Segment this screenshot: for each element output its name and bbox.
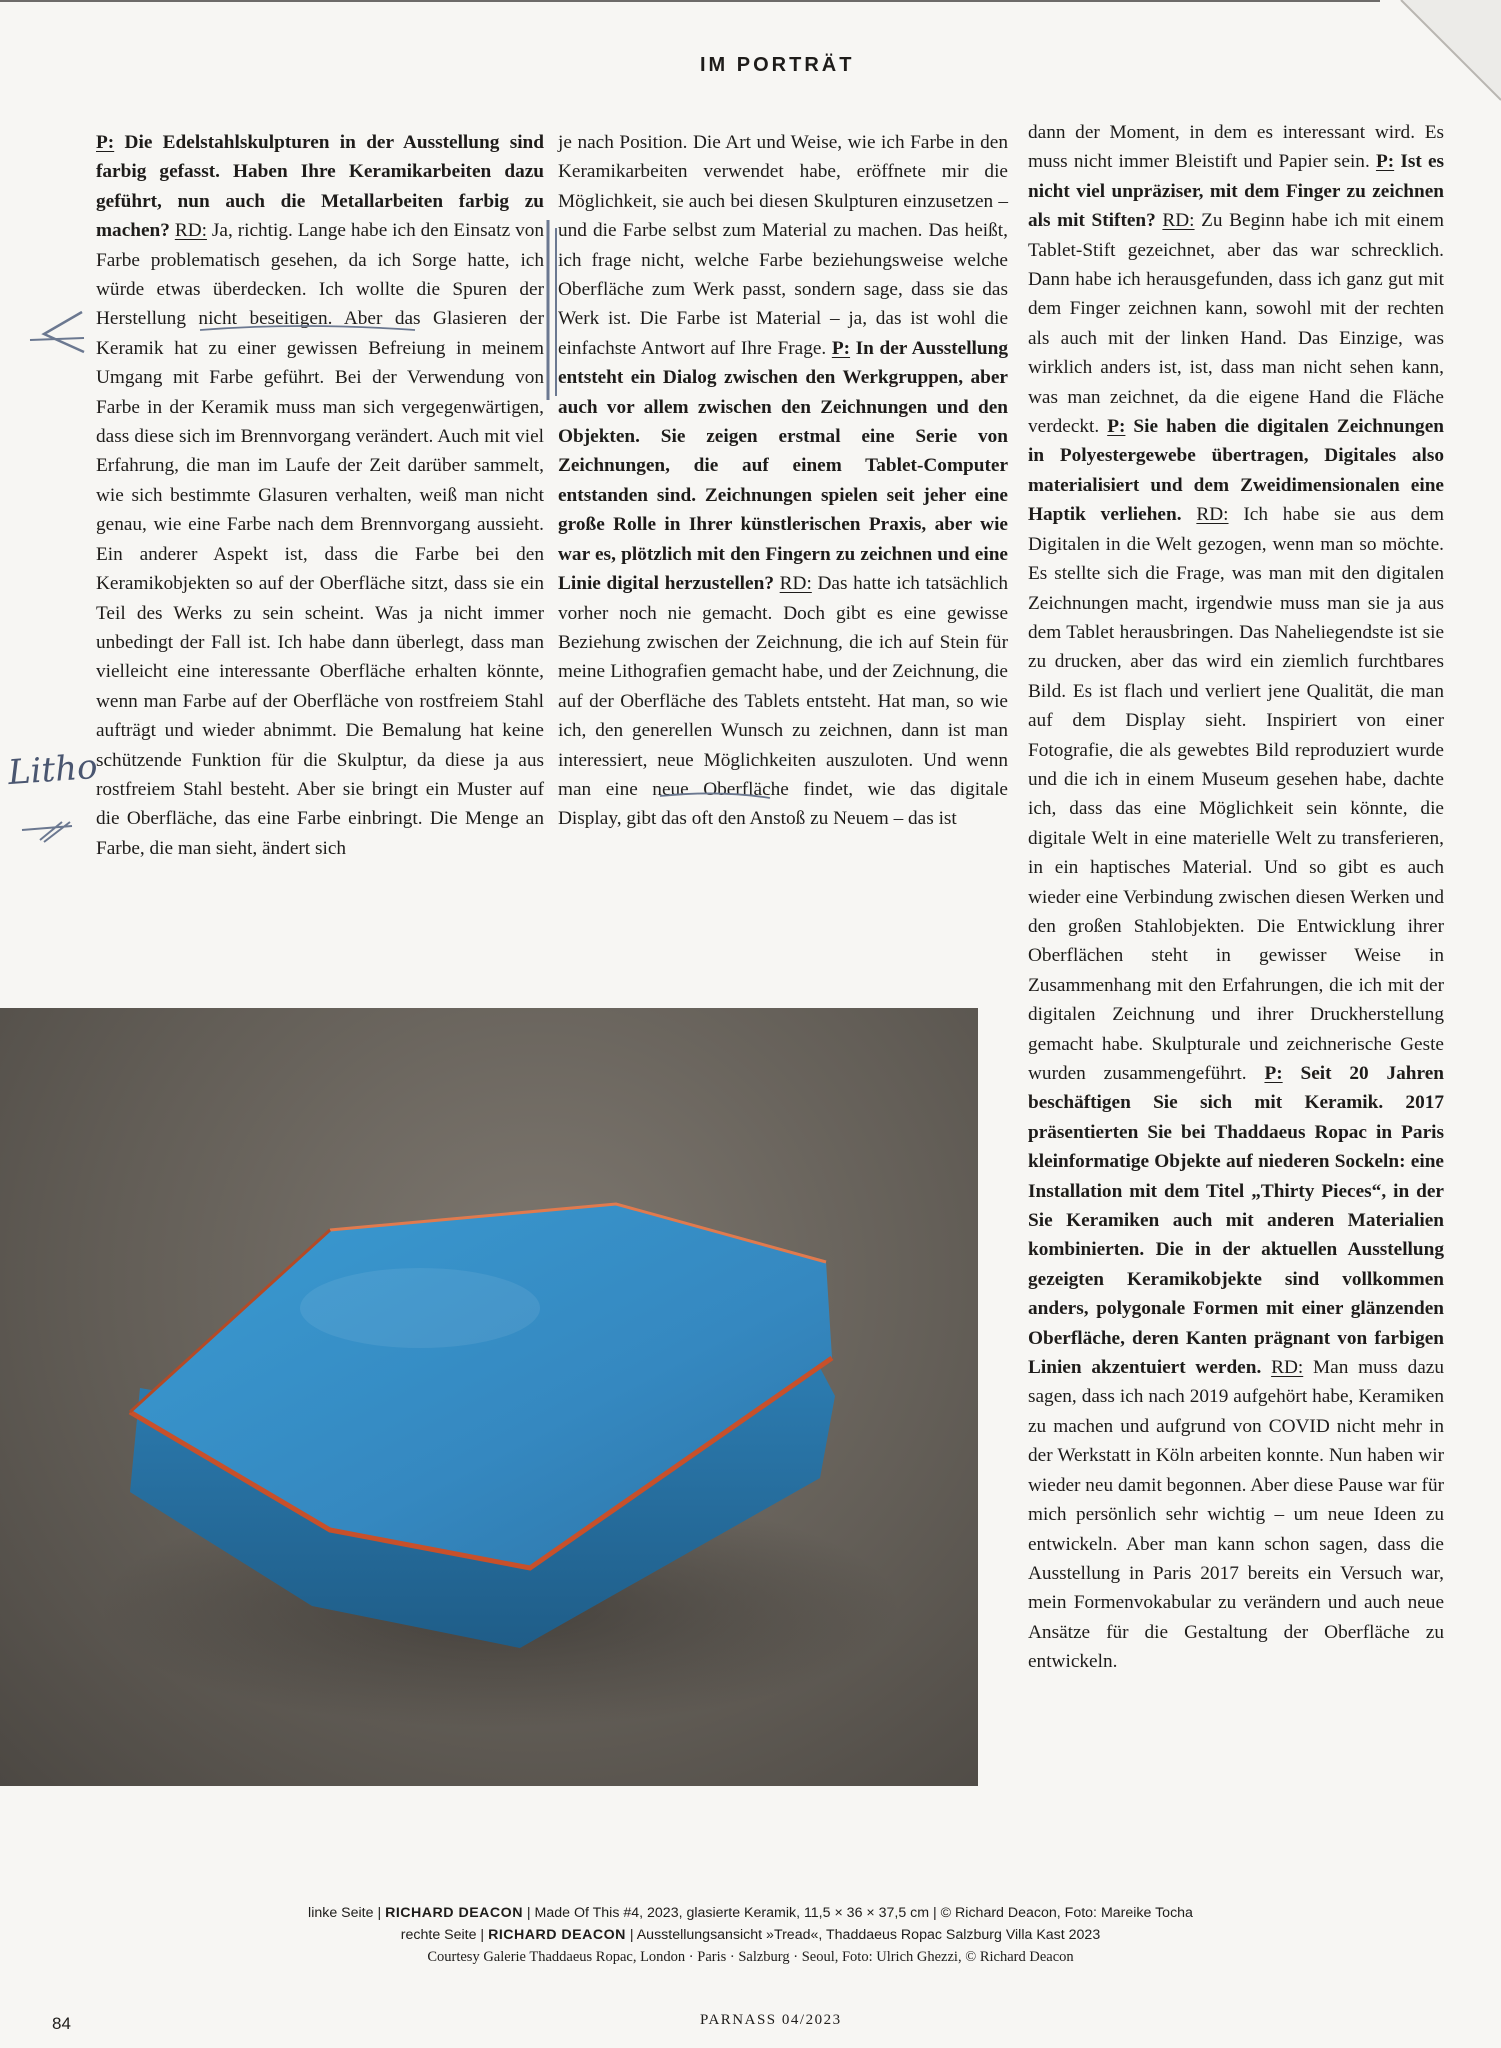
page-corner-curl bbox=[1381, 0, 1501, 120]
speaker-tag-rd: RD: bbox=[1196, 504, 1229, 526]
interview-question: P: Sie haben die digitalen Zeichnungen in Polyestergewebe übertragen, Digitales also materialisiert und dem Zweidimensionalen eine Haptik verliehen. bbox=[1028, 416, 1444, 526]
credit-artist: RICHARD DEACON bbox=[488, 1927, 626, 1943]
speaker-tag-parnass: P: bbox=[1107, 416, 1126, 438]
column-text bbox=[1028, 118, 1444, 1677]
magazine-issue: PARNASS 04/2023 bbox=[700, 2012, 842, 2028]
credit-details: | Ausstellungsansicht »Tread«, Thaddaeus Ropac Salzburg Villa Kast 2023 bbox=[629, 1927, 1101, 1943]
credit-line-left-page bbox=[0, 1902, 1501, 1924]
photo-credits bbox=[0, 1902, 1501, 1968]
speaker-tag-rd: RD: bbox=[779, 573, 812, 595]
ceramic-object-illustration bbox=[0, 1008, 978, 1786]
interview-question: P: Seit 20 Jahren beschäftigen Sie sich mit Keramik. 2017 präsentierten Sie bei Thaddaeus Ropac in Paris kleinformatige Objekte auf niederen Sockeln: eine Installation mit dem Titel „Thirty Pieces“, in der Sie Keramiken auch mit anderen Materialien kombinierten. Die in der aktuellen Ausstellung gezeigten Keramikobjekte sind vollkommen anders, polygonale Formen mit einer glänzenden Oberfläche, deren Kanten prägnant von farbigen Linien akzentuiert werden. bbox=[1028, 1063, 1444, 1379]
credit-prefix: rechte Seite | bbox=[400, 1927, 485, 1943]
speaker-tag-rd: RD: bbox=[1271, 1357, 1304, 1379]
speaker-tag-rd: RD: bbox=[174, 220, 207, 242]
speaker-tag-parnass: P: bbox=[1264, 1063, 1283, 1084]
article-column-1 bbox=[96, 128, 544, 863]
credit-prefix: linke Seite | bbox=[308, 1905, 382, 1921]
section-header: IM PORTRÄT bbox=[700, 54, 855, 76]
speaker-tag-parnass: P: bbox=[1375, 151, 1395, 173]
article-column-2 bbox=[558, 128, 1008, 834]
interview-answer: RD: Zu Beginn habe ich mit einem Tablet-Stift gezeichnet, aber das war schrecklich. Dann habe ich herausgefunden, dass ich ganz gut mit dem Finger zeichnen kann, sowohl mit der rechten als auch mit der linken Hand. Das Einzige, was wirklich anders ist, ist, dass man nicht sehen kann, was man zeichnet, da die eigene Hand die Fläche verdeckt. bbox=[1028, 210, 1444, 438]
interview-question: P: In der Ausstellung entsteht ein Dialog zwischen den Werkgruppen, aber auch vor allem zwischen den Zeichnungen und den Objekten. Sie zeigen erstmal eine Serie von Zeichnungen, die auf einem Tablet-Computer entstanden sind. Zeichnungen spielen seit jeher eine große Rolle in Ihrer künstlerischen Praxis, aber wie war es, plötzlich mit den Fingern zu zeichnen und eine Linie digital herzustellen? bbox=[558, 337, 1008, 595]
speaker-tag-parnass: P: bbox=[831, 337, 851, 359]
page-number: 84 bbox=[52, 2014, 71, 2033]
interview-question: P: Die Edelstahlskulpturen in der Ausstellung sind farbig gefasst. Haben Ihre Keramikarbeiten dazu geführt, nun auch die Metallarbeiten farbig zu machen? bbox=[96, 132, 545, 242]
speaker-tag-parnass: P: bbox=[96, 132, 115, 153]
credit-details: | Made Of This #4, 2023, glasierte Keramik, 11,5 × 36 × 37,5 cm | © Richard Deacon, Foto: Mareike Tocha bbox=[526, 1905, 1193, 1921]
speaker-tag-rd: RD: bbox=[1162, 210, 1195, 232]
interview-answer: dann der Moment, in dem es interessant wird. Es muss nicht immer Bleistift und Papier sein. bbox=[1028, 122, 1444, 173]
interview-question: P: Ist es nicht viel unpräziser, mit dem Finger zu zeichnen als mit Stiften? bbox=[1028, 151, 1445, 232]
credit-line-courtesy: Courtesy Galerie Thaddaeus Ropac, London · Paris · Salzburg · Seoul, Foto: Ulrich Ghezzi, © Richard Deacon bbox=[427, 1949, 1074, 1965]
column-text bbox=[96, 128, 544, 863]
credit-artist: RICHARD DEACON bbox=[385, 1905, 523, 1921]
interview-answer: RD: Das hatte ich tatsächlich vorher noch nie gemacht. Doch gibt es eine gewisse Beziehung zwischen der Zeichnung, die ich auf Stein für meine Lithografien gemacht habe, und der Zeichnung, die auf der Oberfläche des Tablets entsteht. Hat man, so wie ich, den generellen Wunsch zu zeichnen, dann ist man interessiert, neue Möglichkeiten auszuloten. Und wenn man eine neue Oberfläche findet, wie das digitale Display, gibt das oft den Anstoß zu Neuem – das ist bbox=[558, 573, 1009, 830]
interview-answer: RD: Ja, richtig. Lange habe ich den Einsatz von Farbe problematisch gesehen, da ich Sorge hatte, ich würde etwas überdecken. Ich wollte die Spuren der Herstellung nicht beseitigen. Aber das Glasieren der Keramik hat zu einer gewissen Befreiung in meinem Umgang mit Farbe geführt. Bei der Verwendung von Farbe in der Keramik muss man sich vergegenwärtigen, dass diese sich im Brennvorgang verändert. Auch mit viel Erfahrung, die man im Laufe der Zeit darüber sammelt, wie sich bestimmte Glasuren verhalten, weiß man nicht genau, wie eine Farbe nach dem Brennvorgang aussieht. Ein anderer Aspekt ist, dass die Farbe bei den Keramikobjekten so auf der Oberfläche sitzt, dass sie ein Teil des Werks zu sein scheint. Was ja nicht immer unbedingt der Fall ist. Ich habe dann überlegt, dass man vielleicht eine interessante Oberfläche erhalten könnte, wenn man Farbe auf der Oberfläche von rostfreiem Stahl aufträgt und wieder abnimmt. Die Bemalung hat keine schützende Funktion für die Skulptur, da diese ja aus rostfreiem Stahl besteht. Aber sie bringt ein Muster auf die Oberfläche, das eine Farbe einbringt. Die Menge an Farbe, die man sieht, ändert sich bbox=[96, 220, 544, 859]
column-text bbox=[558, 128, 1008, 834]
credit-line-right-page bbox=[0, 1924, 1501, 1946]
ceramic-photo bbox=[0, 1008, 978, 1786]
handwritten-note: Litho bbox=[6, 746, 99, 794]
interview-answer: RD: Ich habe sie aus dem Digitalen in die Welt gezogen, wenn man so möchte. Es stellte sich die Frage, was man mit den digitalen Zeichnungen macht, irgendwie muss man sie ja aus dem Tablet herausbringen. Das Naheliegendste ist sie zu drucken, aber das wird ein ziemlich furchtbares Bild. Es ist flach und verliert jene Qualität, die man auf dem Display sieht. Inspiriert von einer Fotografie, die als gewebtes Bild reproduziert wurde und die ich in einem Museum gesehen habe, dachte ich, dass das eine Möglichkeit sein könnte, die digitale Welt in eine materielle Welt zu transferieren, in ein haptisches Material. Und so gibt es auch wieder eine Verbindung zwischen diesen Werken und den großen Stahlobjekten. Die Entwicklung ihrer Oberflächen steht in gewisser Weise in Zusammenhang mit den Erfahrungen, die ich mit der digitalen Zeichnung und ihrer Druckherstellung gemacht habe. Skulpturale und zeichnerische Geste wurden zusammengeführt. bbox=[1028, 504, 1444, 1084]
interview-answer: je nach Position. Die Art und Weise, wie ich Farbe in den Keramikarbeiten verwendet habe, eröffnete mir die Möglichkeit, sie auch bei diesen Skulpturen einzusetzen – und die Farbe selbst zum Material zu machen. Das heißt, ich frage nicht, welche Farbe beziehungsweise welche Oberfläche zum Werk passt, sondern sage, dass sie das Werk ist. Die Farbe ist Material – ja, das ist wohl die einfachste Antwort auf Ihre Frage. bbox=[558, 132, 1008, 359]
article-column-3 bbox=[1028, 118, 1444, 1677]
interview-answer: RD: Man muss dazu sagen, dass ich nach 2019 aufgehört habe, Keramiken zu machen und aufgrund von COVID nicht mehr in der Werkstatt in Köln arbeiten konnte. Nun haben wir wieder neu damit begonnen. Aber diese Pause war für mich persönlich sehr wichtig – um neue Ideen zu entwickeln. Aber man kann schon sagen, dass die Ausstellung in Paris 2017 bereits ein Versuch war, mein Formenvokabular zu verändern und auch neue Ansätze für die Gestaltung der Oberfläche zu entwickeln. bbox=[1028, 1357, 1445, 1673]
top-rule bbox=[0, 0, 1380, 2]
